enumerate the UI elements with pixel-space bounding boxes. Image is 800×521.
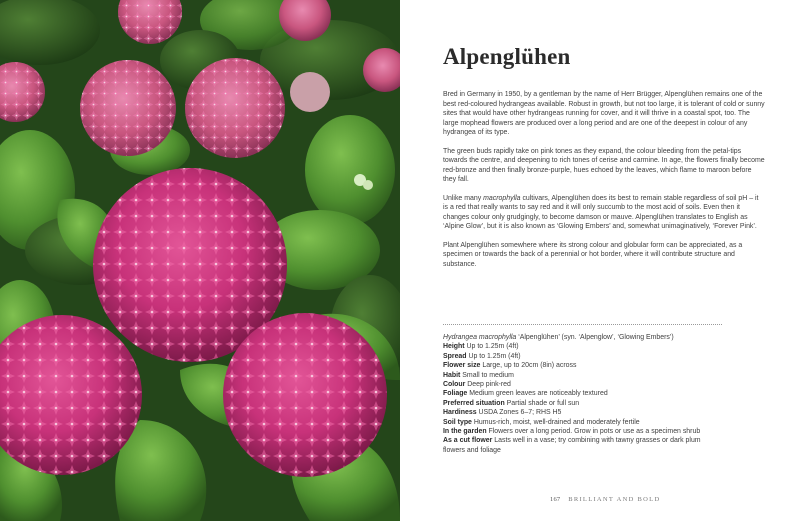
detail-row — [443, 342, 743, 351]
page-title: Alpenglühen — [443, 44, 571, 69]
detail-row — [443, 399, 743, 408]
detail-row — [443, 361, 743, 370]
detail-row — [443, 380, 743, 389]
detail-row — [443, 371, 743, 380]
detail-row — [443, 418, 743, 427]
lower-right-bloom — [223, 313, 387, 477]
botanical-name — [443, 333, 743, 342]
detail-value: USDA Zones 6–7; RHS H5 — [478, 409, 562, 417]
detail-value: Flowers over a long period. Grow in pots or use as a specimen shrub — [488, 428, 701, 436]
detail-rows — [443, 342, 743, 455]
running-head: BRILLIANT AND BOLD — [568, 496, 661, 503]
body-text — [443, 90, 765, 278]
detail-value: Small to medium — [462, 371, 514, 379]
detail-label: As a cut flower — [443, 437, 493, 445]
detail-value: Partial shade or full sun — [506, 399, 580, 407]
botanical-name-rest: ‘Alpenglühen’ (syn. ‘Alpenglow’, ‘Glowing Embers’) — [516, 334, 674, 341]
page-number: 167 — [550, 496, 561, 503]
detail-value: flowers and foliage — [443, 446, 501, 454]
detail-label: Preferred situation — [443, 399, 505, 407]
detail-row — [443, 446, 743, 455]
detail-label: Colour — [443, 381, 466, 389]
paragraph-3 — [443, 194, 765, 232]
detail-label: Habit — [443, 371, 461, 379]
page-folio — [550, 496, 660, 503]
detail-label: In the garden — [443, 428, 487, 436]
plant-details — [443, 333, 743, 455]
paragraph-3-post: cultivars, Alpenglühen does its best to remain stable regardless of soil pH – it is a red that really wants to say red and it will only succumb to the most acid of soils. Even then it changes colour only grudgingly, to become damson or mauve. Alpenglühen translates to English as ‘Alpine Glow’, but it is also known as ‘Glowing Embers’ and, somewhat unimaginatively, ‘Forever Pink’. — [443, 194, 759, 231]
detail-row — [443, 352, 743, 361]
paragraph-3-em: macrophylla — [483, 194, 521, 202]
paragraph-4: Plant Alpenglühen somewhere where its strong colour and globular form can be appreciated, as a specimen or towards the back of a perennial or hot border, where it will contribute structure and substance. — [443, 241, 743, 268]
detail-value: Medium green leaves are noticeably textured — [469, 390, 608, 398]
detail-row — [443, 389, 743, 398]
detail-label: Foliage — [443, 390, 468, 398]
paragraph-1: Bred in Germany in 1950, by a gentleman by the name of Herr Brügger, Alpenglühen remains one of the best red-coloured hydrangeas available. Robust in growth, but not too large, it is tolerant of cold or sunny sites that would have other hydrangeas running for cover, and it will thrive in a coastal spot, too. The large mophead flowers are produced over a long period and are one of the deepest in colour of any hydrangea of its type. — [443, 91, 765, 137]
detail-label: Spread — [443, 352, 467, 360]
detail-label: Flower size — [443, 362, 481, 370]
detail-value: Lasts well in a vase; try combining with tawny grasses or dark plum — [494, 437, 701, 445]
detail-value: Up to 1.25m (4ft) — [466, 343, 519, 351]
detail-row — [443, 408, 743, 417]
detail-value: Large, up to 20cm (8in) across — [482, 362, 577, 370]
detail-value: Humus-rich, moist, well-drained and moderately fertile — [473, 418, 640, 426]
detail-value: Deep pink-red — [467, 381, 511, 389]
detail-row — [443, 427, 743, 436]
section-divider — [443, 324, 722, 325]
detail-label: Soil type — [443, 418, 472, 426]
detail-value: Up to 1.25m (4ft) — [468, 352, 521, 360]
paragraph-2: The green buds rapidly take on pink tones as they expand, the colour bleeding from the petal-tips towards the centre, and deepening to rich tones of cerise and carmine. In age, the flowers finally become red-bronze and then finally bronze-purple, hues echoed by the leaves, which flame to maroon before they fall. — [443, 147, 765, 184]
detail-label: Height — [443, 343, 465, 351]
text-page — [400, 0, 800, 521]
botanical-name-italic: Hydrangea macrophylla — [443, 334, 517, 341]
detail-label: Hardiness — [443, 409, 477, 417]
paragraph-3-pre: Unlike many — [443, 194, 484, 202]
detail-row — [443, 436, 743, 445]
